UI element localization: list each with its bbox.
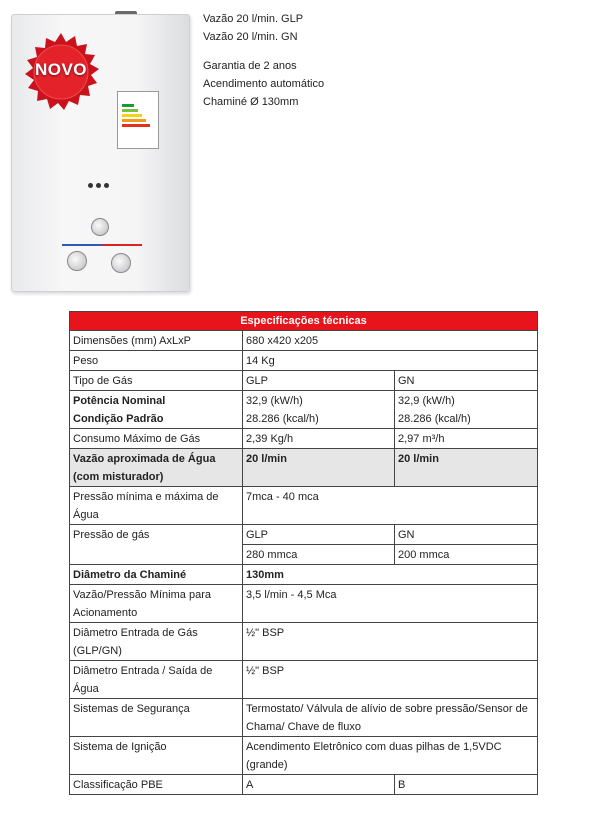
spec-value-gn: 20 l/min — [395, 449, 538, 487]
table-row — [70, 487, 538, 525]
table-row — [70, 371, 538, 391]
spec-value-gn: 200 mmca — [395, 545, 538, 565]
feature-item: Acendimento automático — [203, 78, 325, 90]
feature-item: Vazão 20 l/min. GN — [203, 31, 298, 43]
spec-value-line: 32,9 (kW/h) — [246, 395, 303, 407]
spec-value-line: 28.286 (kcal/h) — [398, 413, 471, 425]
spec-title: Especificações técnicas — [70, 312, 538, 331]
spec-label: Pressão de gás — [70, 525, 243, 565]
table-row — [70, 699, 538, 737]
spec-value-glp: GLP — [243, 371, 395, 391]
spec-label: Peso — [70, 351, 243, 371]
feature-item: Vazão 20 l/min. GLP — [203, 13, 304, 25]
spec-value: 7mca - 40 mca — [243, 487, 538, 525]
table-row — [70, 525, 538, 545]
spec-value: Termostato/ Válvula de alívio de sobre pressão/Sensor de Chama/ Chave de fluxo — [243, 699, 538, 737]
spec-label: Vazão aproximada de Água (com misturador) — [70, 449, 243, 487]
power-knob — [91, 218, 109, 236]
table-row — [70, 623, 538, 661]
spec-label: Dimensões (mm) AxLxP — [70, 331, 243, 351]
table-row — [70, 449, 538, 487]
spec-value-glp — [243, 391, 395, 429]
spec-label: Vazão/Pressão Mínima para Acionamento — [70, 585, 243, 623]
spec-value-line: 28.286 (kcal/h) — [246, 413, 319, 425]
spec-value: 130mm — [243, 565, 538, 585]
gas-knob — [67, 251, 87, 271]
spec-value: 14 Kg — [243, 351, 538, 371]
table-row — [70, 585, 538, 623]
spec-value: ½" BSP — [243, 661, 538, 699]
water-knob — [111, 253, 131, 273]
spec-label: Diâmetro da Chaminé — [70, 565, 243, 585]
table-row — [70, 391, 538, 429]
spec-value-line: 32,9 (kW/h) — [398, 395, 455, 407]
spec-value-gn: GN — [395, 525, 538, 545]
spec-value-glp: 20 l/min — [243, 449, 395, 487]
spec-value: Acendimento Eletrônico com duas pilhas de 1,5VDC (grande) — [243, 737, 538, 775]
spec-value: ½" BSP — [243, 623, 538, 661]
spec-value-gn: 2,97 m³/h — [395, 429, 538, 449]
spec-label-line: Condição Padrão — [73, 413, 164, 425]
spec-label — [70, 391, 243, 429]
spec-label-line: Potência Nominal — [73, 395, 166, 407]
spec-value: 3,5 l/min - 4,5 Mca — [243, 585, 538, 623]
spec-label: Diâmetro Entrada de Gás (GLP/GN) — [70, 623, 243, 661]
spec-value-glp: GLP — [243, 525, 395, 545]
spec-label: Diâmetro Entrada / Saída de Água — [70, 661, 243, 699]
spec-header-row — [70, 312, 538, 331]
indicator-dots — [88, 175, 114, 181]
table-row — [70, 661, 538, 699]
feature-item: Garantia de 2 anos — [203, 60, 297, 72]
spec-label: Sistemas de Segurança — [70, 699, 243, 737]
spec-table — [69, 311, 538, 795]
spec-value-gn: B — [395, 775, 538, 795]
spec-value-glp: 280 mmca — [243, 545, 395, 565]
table-row — [70, 351, 538, 371]
table-row — [70, 775, 538, 795]
spec-label: Sistema de Ignição — [70, 737, 243, 775]
feature-list — [203, 10, 324, 111]
spec-label: Consumo Máximo de Gás — [70, 429, 243, 449]
energy-label-sticker — [117, 91, 159, 149]
table-row — [70, 331, 538, 351]
table-row — [70, 565, 538, 585]
spec-value-glp: A — [243, 775, 395, 795]
spec-value-glp: 2,39 Kg/h — [243, 429, 395, 449]
spec-value-gn — [395, 391, 538, 429]
spec-label: Pressão mínima e máxima de Água — [70, 487, 243, 525]
table-row — [70, 737, 538, 775]
spec-label: Tipo de Gás — [70, 371, 243, 391]
table-row — [70, 429, 538, 449]
product-image — [0, 0, 200, 300]
temperature-scale — [62, 244, 142, 246]
novo-badge-label: NOVO — [34, 60, 88, 79]
spec-label: Classificação PBE — [70, 775, 243, 795]
feature-item: Chaminé Ø 130mm — [203, 96, 299, 108]
spec-value: 680 x420 x205 — [243, 331, 538, 351]
spec-value-gn: GN — [395, 371, 538, 391]
